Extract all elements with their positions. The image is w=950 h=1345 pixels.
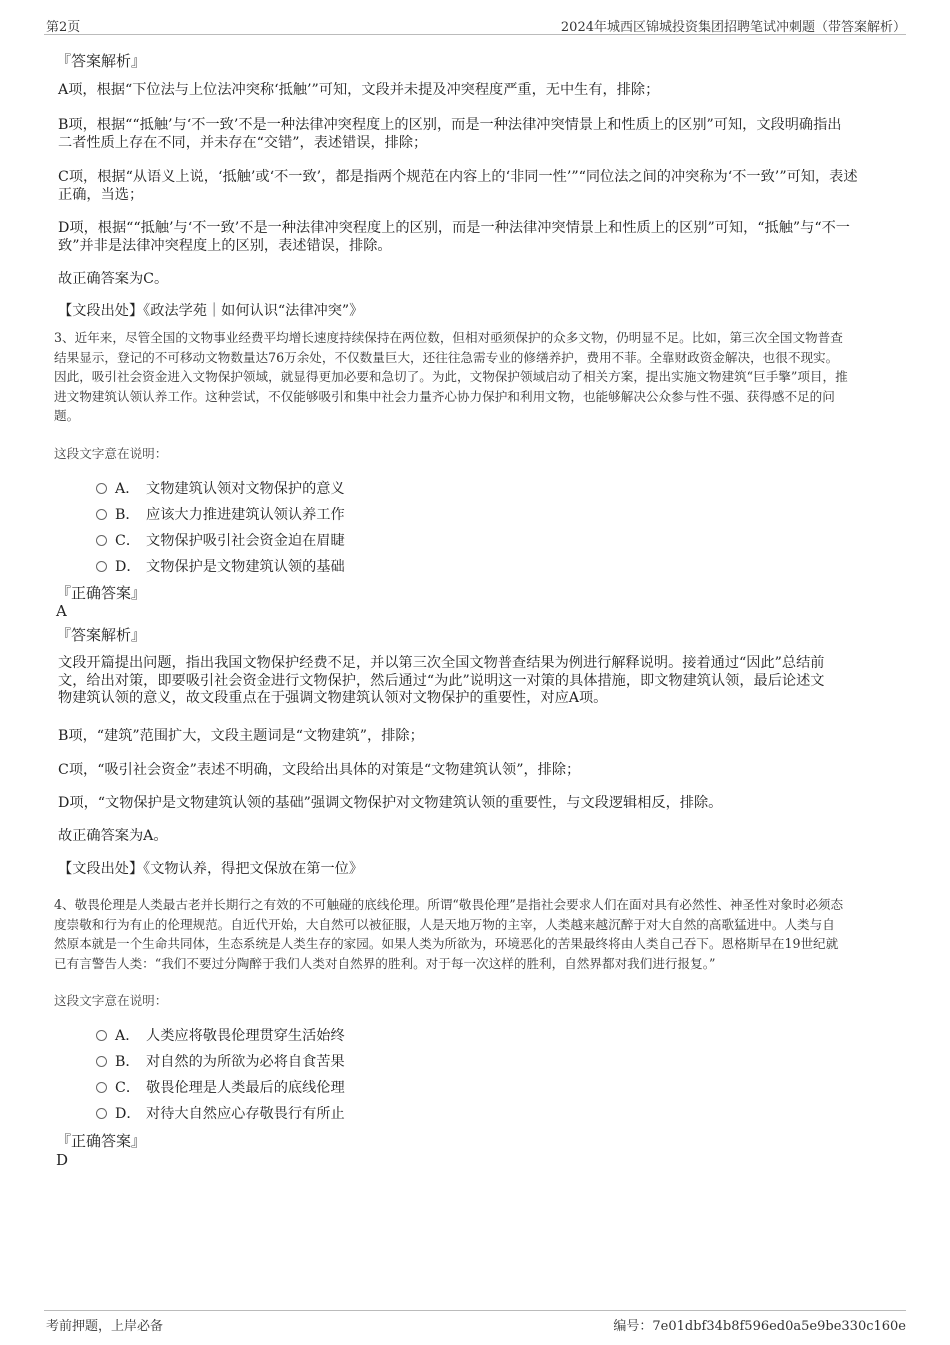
analysis-a: A项，根据“下位法与上位法冲突称‘抵触’”可知，文段并未提及冲突程度严重，无中生有，排除； xyxy=(58,82,660,98)
radio-icon[interactable] xyxy=(96,509,107,520)
analysis-q3-b: B项，“建筑”范围扩大，文段主题词是“文物建筑”，排除； xyxy=(58,728,424,744)
analysis-q3-main xyxy=(58,655,824,708)
option-text: 文物保护是文物建筑认领的基础 xyxy=(146,559,345,575)
analysis-d-line1: D项，根据““抵触’与‘不一致’不是一种法律冲突程度上的区别，而是一种法律冲突情景上和性质上的区别”可知，“抵触”与“不一 xyxy=(58,220,850,236)
analysis-c-line1: C项，根据“从语义上说，‘抵触’或‘不一致’，都是指两个规范在内容上的‘非同一性’”“同位法之间的冲突称为‘不一致’”可知，表述 xyxy=(58,169,858,185)
option-letter: A． xyxy=(115,481,140,497)
question-3-line: 进文物建筑认领认养工作。这种尝试，不仅能够吸引和集中社会力量齐心协力保护和利用文物，也能够解决公众参与性不强、获得感不足的问 xyxy=(54,388,835,404)
option-text: 敬畏伦理是人类最后的底线伦理 xyxy=(146,1080,345,1096)
option-letter: B． xyxy=(115,1054,140,1070)
option-text: 对自然的为所欲为必将自食苦果 xyxy=(146,1054,345,1070)
analysis-line: 文，给出对策，即要吸引社会资金进行文物保护，然后通过“为此”说明这一对策的具体措施，即文物建筑认领，最后论述文 xyxy=(58,672,825,689)
analysis-q3-d: D项，“文物保护是文物建筑认领的基础”强调文物保护对文物建筑认领的重要性，与文段逻辑相反，排除。 xyxy=(58,795,723,811)
option-letter: D． xyxy=(115,1106,141,1122)
option-letter: C． xyxy=(115,533,141,549)
option-text: 应该大力推进建筑认领认养工作 xyxy=(146,507,345,523)
source-q2: 【文段出处】《政法学苑｜如何认识“法律冲突”》 xyxy=(58,303,364,319)
option-letter: B． xyxy=(115,507,140,523)
correct-answer-label-q3: 『正确答案』 xyxy=(56,584,147,602)
analysis-c-line2: 正确，当选； xyxy=(58,187,144,203)
question-3-line: 因此，吸引社会资金进入文物保护领域，就显得更加必要和急切了。为此，文物保护领域启动了相关方案，提出实施文物建筑“巨手擎”项目，推 xyxy=(54,369,848,384)
page-footer xyxy=(44,1310,906,1333)
question-4-line: 然原本就是一个生命共同体，生态系统是人类生存的家园。如果人类为所欲为，环境恶化的苦果最终将由人类自己吞下。恩格斯早在19世纪就 xyxy=(54,936,839,951)
footer-slogan: 考前押题，上岸必备 xyxy=(46,1319,164,1334)
option-letter: D． xyxy=(115,559,141,575)
option-text: 文物保护吸引社会资金迫在眉睫 xyxy=(146,533,345,549)
page-number: 第2页 xyxy=(46,20,81,35)
correct-answer-q3: A xyxy=(56,602,67,620)
question-4-line: 度崇敬和行为有止的伦理规范。自近代开始，大自然可以被征服，人是天地万物的主宰，人类越来越沉醉于对大自然的高歌猛进中。人类与自 xyxy=(54,916,835,932)
question-3-text xyxy=(54,328,848,426)
question-3-line: 结果显示，登记的不可移动文物数量达76万余处，不仅数量巨大，还往往急需专业的修缮养护，费用不菲。全靠财政资金解决，也很不现实。 xyxy=(54,349,839,365)
document-title: 2024年城西区锦城投资集团招聘笔试冲刺题（带答案解析） xyxy=(560,20,906,35)
conclusion-q3: 故正确答案为A。 xyxy=(58,828,168,844)
analysis-b-line2: 二者性质上存在不同，并未存在“交错”，表述错误，排除； xyxy=(58,135,428,151)
correct-answer-label-q4: 『正确答案』 xyxy=(56,1132,147,1150)
analysis-label-q2: 『答案解析』 xyxy=(56,52,147,70)
radio-icon[interactable] xyxy=(96,483,107,494)
radio-icon[interactable] xyxy=(96,1056,107,1067)
analysis-d-line2: 致”并非是法律冲突程度上的区别，表述错误，排除。 xyxy=(58,238,392,254)
radio-icon[interactable] xyxy=(96,1030,107,1041)
option-text: 对待大自然应心存敬畏行有所止 xyxy=(146,1106,345,1122)
option-letter: C． xyxy=(115,1080,141,1096)
correct-answer-q4: D xyxy=(56,1151,69,1169)
question-3-line: 题。 xyxy=(54,408,80,423)
radio-icon[interactable] xyxy=(96,1108,107,1119)
analysis-b-line1: B项，根据““抵触’与‘不一致’不是一种法律冲突程度上的区别，而是一种法律冲突情景上和性质上的区别”可知，文段明确指出 xyxy=(58,117,842,133)
radio-icon[interactable] xyxy=(96,535,107,546)
option-text: 文物建筑认领对文物保护的意义 xyxy=(146,481,345,497)
question-4-line: 已有言警告人类：“我们不要过分陶醉于我们人类对自然界的胜利。对于每一次这样的胜利，自然界都对我们进行报复。” xyxy=(54,955,716,971)
analysis-line: 物建筑认领的意义，故文段重点在于强调文物建筑认领对文物保护的重要性，对应A项。 xyxy=(58,690,608,706)
radio-icon[interactable] xyxy=(96,561,107,572)
analysis-q3-c: C项，“吸引社会资金”表述不明确，文段给出具体的对策是“文物建筑认领”，排除； xyxy=(58,762,581,778)
question-4-text xyxy=(54,895,843,973)
option-text: 人类应将敬畏伦理贯穿生活始终 xyxy=(146,1028,345,1044)
document-code: 编号：7e01dbf34b8f596ed0a5e9be330c160e xyxy=(613,1319,906,1334)
option-letter: A． xyxy=(115,1028,140,1044)
question-3-line: 3、近年来，尽管全国的文物事业经费平均增长速度持续保持在两位数，但相对亟须保护的众多文物，仍明显不足。比如，第三次全国文物普查 xyxy=(54,330,843,345)
conclusion-q2: 故正确答案为C。 xyxy=(58,271,169,287)
source-q3: 【文段出处】《文物认养，得把文保放在第一位》 xyxy=(58,861,364,877)
question-4-prompt: 这段文字意在说明： xyxy=(54,993,168,1008)
analysis-label-q3: 『答案解析』 xyxy=(56,626,147,644)
radio-icon[interactable] xyxy=(96,1082,107,1093)
question-3-prompt: 这段文字意在说明： xyxy=(54,446,168,461)
page-header xyxy=(44,14,906,35)
analysis-line: 文段开篇提出问题，指出我国文物保护经费不足，并以第三次全国文物普查结果为例进行解释说明。接着通过“因此”总结前 xyxy=(58,655,825,671)
question-4-line: 4、敬畏伦理是人类最古老并长期行之有效的不可触碰的底线伦理。所谓“敬畏伦理”是指社会要求人们在面对具有必然性、神圣性对象时必须态 xyxy=(54,897,844,912)
